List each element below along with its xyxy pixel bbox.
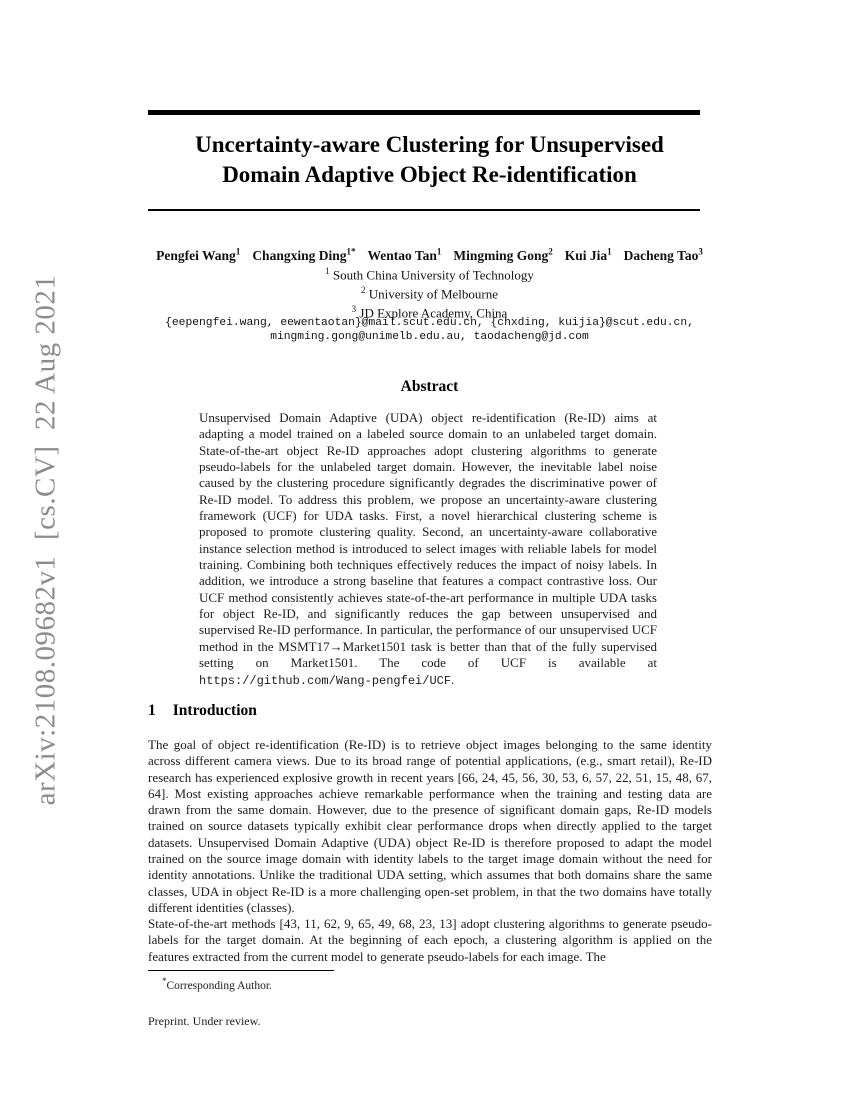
paper-title-line1: Uncertainty-aware Clustering for Unsupervised (195, 132, 664, 157)
author-name: Wentao Tan (367, 247, 437, 263)
author-affil-mark: 2 (548, 246, 553, 256)
paper-title-line2: Domain Adaptive Object Re-identification (222, 162, 637, 187)
affiliation-list (148, 264, 711, 321)
author-affil-mark: 1 (235, 246, 241, 256)
author-emails (138, 317, 721, 344)
author-list (138, 246, 721, 264)
title-bottom-rule (148, 209, 700, 211)
affiliation-1 (148, 283, 711, 302)
abstract-closing: . (451, 671, 455, 687)
abstract-heading: Abstract (400, 378, 459, 395)
author-2 (367, 248, 441, 263)
author-affil-mark: 3 (698, 246, 703, 256)
intro-paragraph-1: The goal of object re-identification (Re-ID) is to retrieve object images belonging to the same identity across different camera views. Due to its broad range of potential applications, (e.g., smart retail), Re-ID research has experienced explosive growth in recent years [66, 24, 45, 56, 30, 53, 6, 57, 22, 51, 15, 48, 67, 64]. Most existing approaches achieve remarkable performance when the training and testing data are drawn from the same domain. However, due to the presence of significant domain gaps, Re-ID models trained on source datasets typically exhibit clear performance drops when directly applied to the target datasets. Unsupervised Domain Adaptive (UDA) object Re-ID is therefore proposed to adapt the model trained on the source image domain with identity labels to the target image domain without the need for identity annotations. Unlike the traditional UDA setting, which assumes that both domains share the same classes, UDA in object Re-ID is a more challenging open-set problem, in that the two domains have totally different identities (classes). (148, 737, 712, 915)
affiliation-name: South China University of Technology (329, 267, 534, 283)
author-name: Pengfei Wang (156, 247, 236, 263)
top-rule (148, 110, 700, 115)
email-line-1: {eepengfei.wang, eewentaotan}@mail.scut.edu.cn, {chxding, kuijia}@scut.edu.cn, (165, 317, 694, 329)
author-affil-mark: 1* (346, 246, 356, 256)
abstract-text (199, 410, 657, 689)
author-0 (156, 248, 240, 263)
arxiv-watermark: arXiv:2108.09682v1 [cs.CV] 22 Aug 2021 (29, 274, 62, 806)
author-3 (453, 248, 552, 263)
affiliation-mark: 1 (325, 266, 330, 276)
footnote-marker: * (162, 976, 167, 986)
author-affil-mark: 1 (436, 246, 442, 256)
paper-title (148, 130, 711, 190)
abstract-body-text: Unsupervised Domain Adaptive (UDA) object re-identification (Re-ID) aims at adapting a model trained on a labeled source domain to an unlabeled target domain. State-of-the-art object Re-ID approaches adopt clustering algorithms to generate pseudo-labels for the unlabeled target domain. However, the inevitable label noise caused by the clustering procedure significantly degrades the discriminative power of Re-ID model. To address this problem, we propose an uncertainty-aware clustering framework (UCF) for UDA tasks. First, a novel hierarchical clustering scheme is proposed to promote clustering quality. Second, an uncertainty-aware collaborative instance selection method is introduced to select images with reliable labels for model training. Combining both techniques effectively reduces the impact of noisy labels. In addition, we introduce a strong baseline that features a compact contrastive loss. Our UCF method consistently achieves state-of-the-art performance in multiple UDA tasks for object Re-ID, and significantly reduces the gap between unsupervised and supervised Re-ID performance. In particular, the performance of our unsupervised UCF method in the MSMT17→Market1501 task is better than that of the fully supervised setting on Market1501. The code of UCF is available at (199, 410, 657, 671)
section-number: 1 (148, 702, 156, 719)
affiliation-name: JD Explore Academy, China (356, 305, 508, 321)
corresponding-author-footnote (162, 976, 711, 992)
footnote-rule (148, 970, 334, 971)
author-5 (624, 248, 703, 263)
section-1-heading (148, 702, 711, 720)
section-title: Introduction (172, 702, 257, 719)
author-affil-mark: 1 (607, 246, 612, 256)
code-url-link[interactable]: https://github.com/Wang-pengfei/UCF (199, 673, 452, 688)
footnote-text: Corresponding Author. (166, 979, 272, 992)
email-line-2: mingming.gong@unimelb.edu.au, taodacheng@jd.com (270, 330, 589, 343)
author-name: Dacheng Tao (623, 247, 699, 263)
affiliation-0 (148, 264, 711, 283)
preprint-notice: Preprint. Under review. (148, 1014, 261, 1028)
affiliation-mark: 3 (351, 304, 357, 315)
intro-paragraph-2: State-of-the-art methods [43, 11, 62, 9, 65, 49, 68, 23, 13] adopt clustering algorithms to generate pseudo-labels for the target domain. At the beginning of each epoch, a clustering algorithm is applied on the features extracted from the current model to generate pseudo-labels for each image. The (148, 916, 712, 964)
author-4 (565, 248, 612, 263)
affiliation-mark: 2 (360, 285, 366, 296)
author-name: Mingming Gong (453, 247, 549, 263)
author-name: Changxing Ding (252, 247, 347, 263)
author-name: Kui Jia (564, 247, 608, 263)
author-1 (252, 248, 355, 263)
affiliation-name: University of Melbourne (365, 286, 498, 302)
